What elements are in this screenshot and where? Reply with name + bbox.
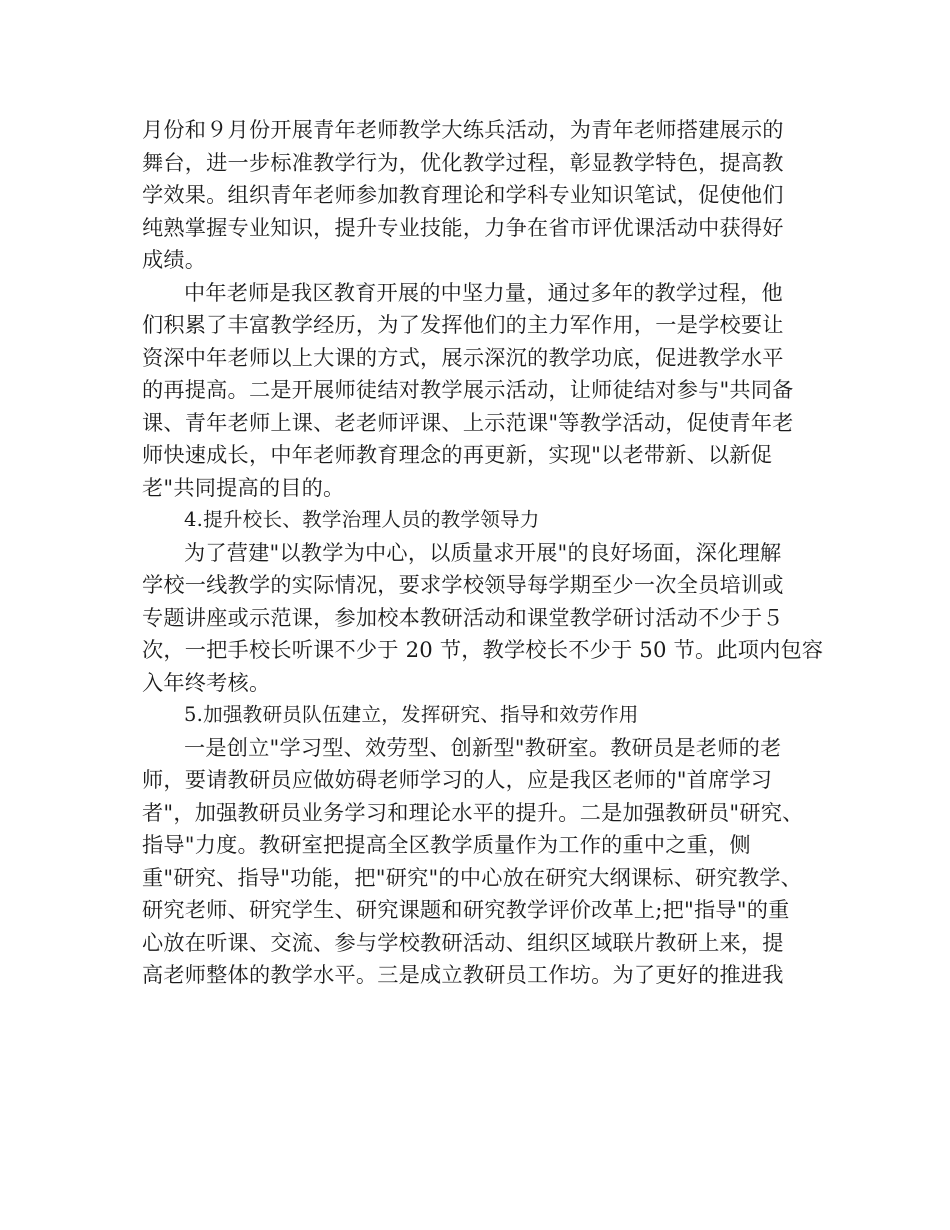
text-line: 师，要请教研员应做妨碍老师学习的人，应是我区老师的"首席学习 — [142, 767, 773, 792]
text-line: 中年老师是我区教育开展的中坚力量，通过多年的教学过程，他 — [184, 279, 783, 305]
document-body — [142, 114, 822, 992]
section-heading-5: 5.加强教研员队伍建立，发挥研究、指导和效劳作用 — [184, 703, 639, 726]
section-heading-4: 4.提升校长、教学治理人员的教学领导力 — [184, 508, 540, 531]
text-line: 学校一线教学的实际情况，要求学校领导每学期至少一次全员培训或 — [142, 572, 784, 597]
text-line: 专题讲座或示范课，参加校本教研活动和课堂教学研讨活动不少于５ — [142, 604, 784, 630]
text-line: 入年终考核。 — [142, 669, 271, 695]
text-line: 为了营建"以教学为中心，以质量求开展"的良好场面，深化理解 — [184, 539, 782, 565]
text-line: 一是创立"学习型、效劳型、创新型"教研室。教研员是老师的老 — [184, 734, 782, 760]
text-line: 高老师整体的教学水平。三是成立教研员工作坊。为了更好的推进我 — [142, 962, 784, 987]
text-line: 资深中年老师以上大课的方式，展示深沉的教学功底，促进教学水平 — [142, 344, 784, 370]
text-line: 成绩。 — [142, 247, 207, 272]
text-line: 指导"力度。教研室把提高全区教学质量作为工作的重中之重，侧 — [142, 832, 751, 857]
text-line: 心放在听课、交流、参与学校教研活动、组织区域联片教研上来，提 — [142, 929, 784, 955]
text-line: 的再提高。二是开展师徒结对教学展示活动，让师徒结对参与"共同备 — [142, 377, 794, 402]
text-line: 纯熟掌握专业知识，提升专业技能，力争在省市评优课活动中获得好 — [142, 214, 784, 240]
paragraph-middle-aged-teachers — [142, 277, 822, 505]
text-line: 研究老师、研究学生、研究课题和研究教学评价改革上;把"指导"的重 — [142, 897, 790, 922]
text-line: 课、青年老师上课、老老师评课、上示范课"等教学活动，促使青年老 — [142, 409, 794, 435]
text-line: 学效果。组织青年老师参加教育理论和学科专业知识笔试，促使他们 — [142, 182, 784, 207]
text-line: 次，一把手校长听课不少于 20 节，教学校长不少于 50 节。此项内包容 — [142, 637, 824, 662]
text-line: 师快速成长，中年老师教育理念的再更新，实现"以老带新、以新促 — [142, 442, 773, 467]
text-line: 舞台，进一步标准教学行为，优化教学过程，彰显教学特色，提高教 — [142, 149, 784, 175]
text-line: 者"，加强教研员业务学习和理论水平的提升。二是加强教研员"研究、 — [142, 799, 804, 825]
paragraph-young-teachers — [142, 114, 822, 277]
text-line: 重"研究、指导"功能，把"研究"的中心放在研究大纲课标、研究教学、 — [142, 864, 803, 890]
paragraph-research-staff — [142, 732, 822, 992]
text-line: 们积累了丰富教学经历，为了发挥他们的主力军作用，一是学校要让 — [142, 312, 784, 337]
paragraph-leadership — [142, 537, 822, 700]
text-line: 老"共同提高的目的。 — [142, 474, 345, 500]
text-line: 月份和９月份开展青年老师教学大练兵活动，为青年老师搭建展示的 — [142, 117, 784, 142]
